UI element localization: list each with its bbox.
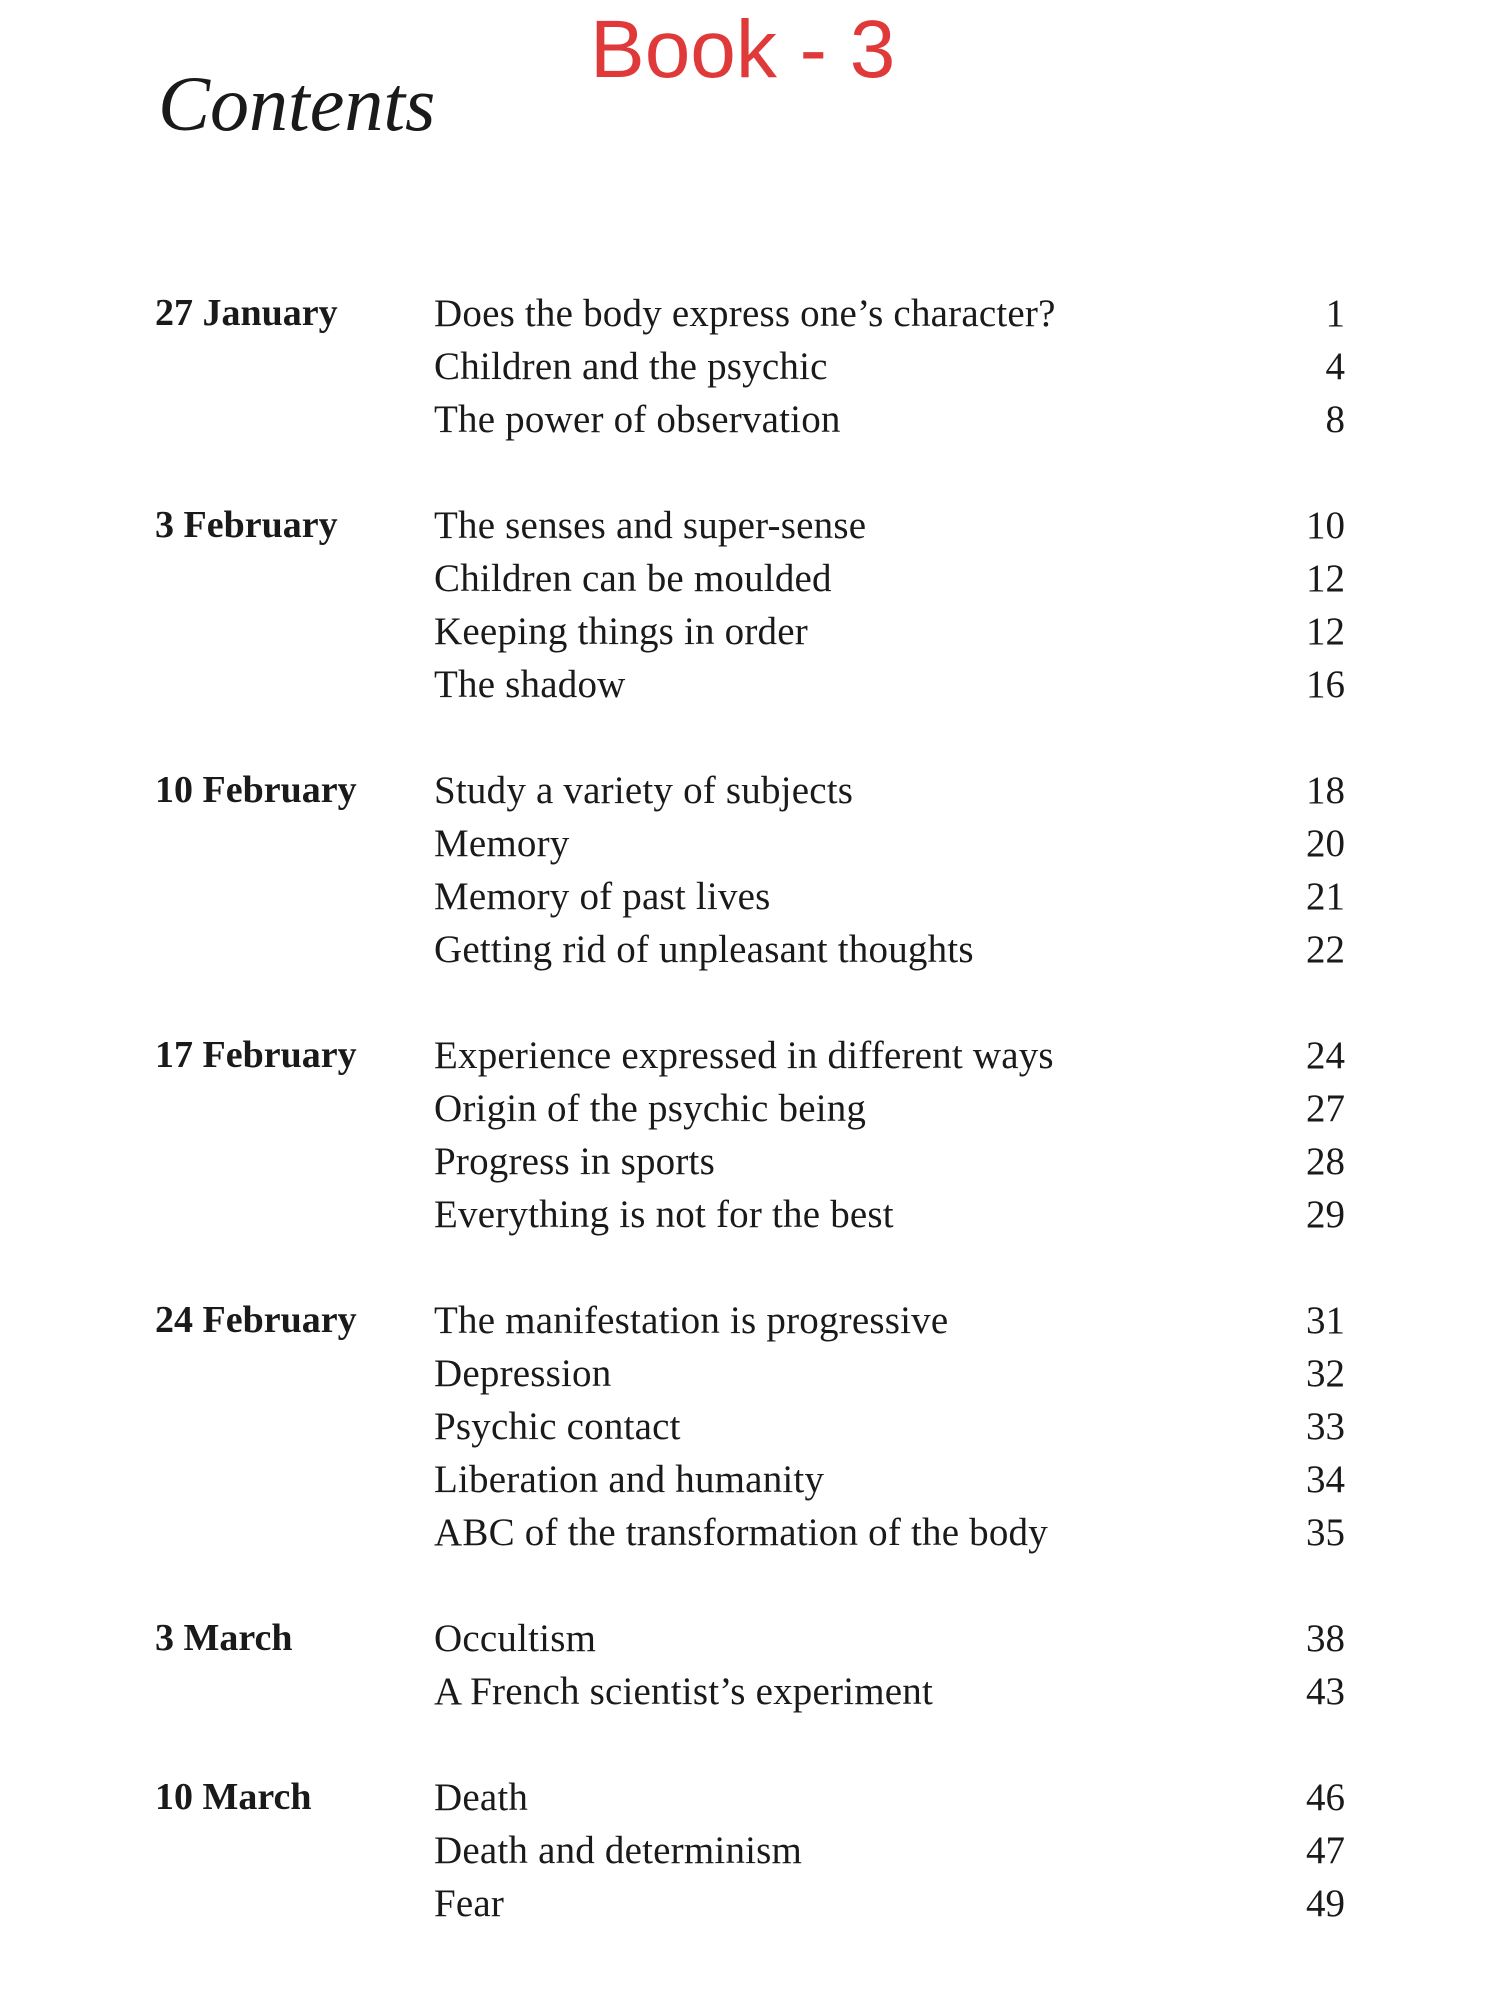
entry-page-number: 28 [1306,1140,1345,1183]
page-title: Contents [158,60,436,147]
toc-entry [0,1824,1500,1877]
toc-entry [0,1082,1500,1135]
toc-entry [0,870,1500,923]
entry-title: Origin of the psychic being [434,1087,867,1130]
entry-list [0,1029,1500,1241]
toc-section [0,1612,1500,1718]
toc-entry [0,499,1500,552]
toc-section [0,1771,1500,1930]
toc-entry [0,1347,1500,1400]
entry-page-number: 22 [1306,928,1345,971]
entry-title: Children can be moulded [434,557,832,600]
entry-list [0,764,1500,976]
entry-page-number: 31 [1306,1299,1345,1342]
entry-page-number: 12 [1306,557,1345,600]
entry-title: Death and determinism [434,1829,803,1872]
entry-list [0,1771,1500,1930]
toc-entry [0,340,1500,393]
toc-entry [0,1294,1500,1347]
entry-page-number: 43 [1306,1670,1345,1713]
toc-entry [0,1612,1500,1665]
toc-entry [0,1665,1500,1718]
toc-entry [0,1029,1500,1082]
section-date: 10 March [155,1776,312,1818]
toc-section [0,1029,1500,1241]
entry-page-number: 49 [1306,1882,1345,1925]
toc-entry [0,764,1500,817]
section-date: 24 February [155,1299,357,1341]
entry-title: Children and the psychic [434,345,828,388]
entry-page-number: 10 [1306,504,1345,547]
entry-page-number: 24 [1306,1034,1345,1077]
entry-page-number: 35 [1306,1511,1345,1554]
entry-title: Psychic contact [434,1405,681,1448]
toc-entry [0,1135,1500,1188]
entry-page-number: 20 [1306,822,1345,865]
entry-page-number: 18 [1306,769,1345,812]
toc-section [0,499,1500,711]
entry-title: ABC of the transformation of the body [434,1511,1048,1554]
entry-list [0,499,1500,711]
entry-title: Fear [434,1882,505,1925]
toc-entry [0,605,1500,658]
entry-title: The manifestation is progressive [434,1299,949,1342]
entry-title: Depression [434,1352,612,1395]
book-label: Book - 3 [590,4,896,95]
entry-list [0,1294,1500,1559]
entry-title: The shadow [434,663,626,706]
entry-page-number: 29 [1306,1193,1345,1236]
table-of-contents [0,287,1500,1983]
entry-list [0,1612,1500,1718]
entry-page-number: 27 [1306,1087,1345,1130]
entry-page-number: 38 [1306,1617,1345,1660]
toc-entry [0,923,1500,976]
toc-entry [0,1188,1500,1241]
entry-page-number: 8 [1325,398,1345,441]
entry-page-number: 12 [1306,610,1345,653]
entry-title: Liberation and humanity [434,1458,825,1501]
toc-entry [0,287,1500,340]
entry-title: A French scientist’s experiment [434,1670,934,1713]
toc-section [0,764,1500,976]
entry-page-number: 21 [1306,875,1345,918]
entry-page-number: 16 [1306,663,1345,706]
toc-entry [0,658,1500,711]
entry-list [0,287,1500,446]
section-date: 3 March [155,1617,293,1659]
entry-title: Progress in sports [434,1140,715,1183]
entry-title: Memory of past lives [434,875,771,918]
toc-entry [0,1877,1500,1930]
toc-section [0,1294,1500,1559]
toc-entry [0,1506,1500,1559]
entry-page-number: 34 [1306,1458,1345,1501]
entry-title: Death [434,1776,529,1819]
toc-entry [0,1400,1500,1453]
entry-title: Occultism [434,1617,597,1660]
section-date: 10 February [155,769,357,811]
entry-page-number: 4 [1325,345,1345,388]
entry-page-number: 1 [1325,292,1345,335]
entry-title: Everything is not for the best [434,1193,894,1236]
entry-page-number: 32 [1306,1352,1345,1395]
toc-entry [0,1771,1500,1824]
entry-title: Study a variety of subjects [434,769,854,812]
toc-entry [0,817,1500,870]
section-date: 3 February [155,504,338,546]
entry-title: Does the body express one’s character? [434,292,1056,335]
entry-title: Experience expressed in different ways [434,1034,1054,1077]
toc-entry [0,552,1500,605]
toc-entry [0,393,1500,446]
section-date: 27 January [155,292,338,334]
entry-title: The senses and super-sense [434,504,867,547]
toc-section [0,287,1500,446]
entry-page-number: 47 [1306,1829,1345,1872]
section-date: 17 February [155,1034,357,1076]
entry-title: Keeping things in order [434,610,808,653]
entry-page-number: 33 [1306,1405,1345,1448]
entry-page-number: 46 [1306,1776,1345,1819]
entry-title: Memory [434,822,570,865]
entry-title: The power of observation [434,398,841,441]
toc-entry [0,1453,1500,1506]
entry-title: Getting rid of unpleasant thoughts [434,928,974,971]
